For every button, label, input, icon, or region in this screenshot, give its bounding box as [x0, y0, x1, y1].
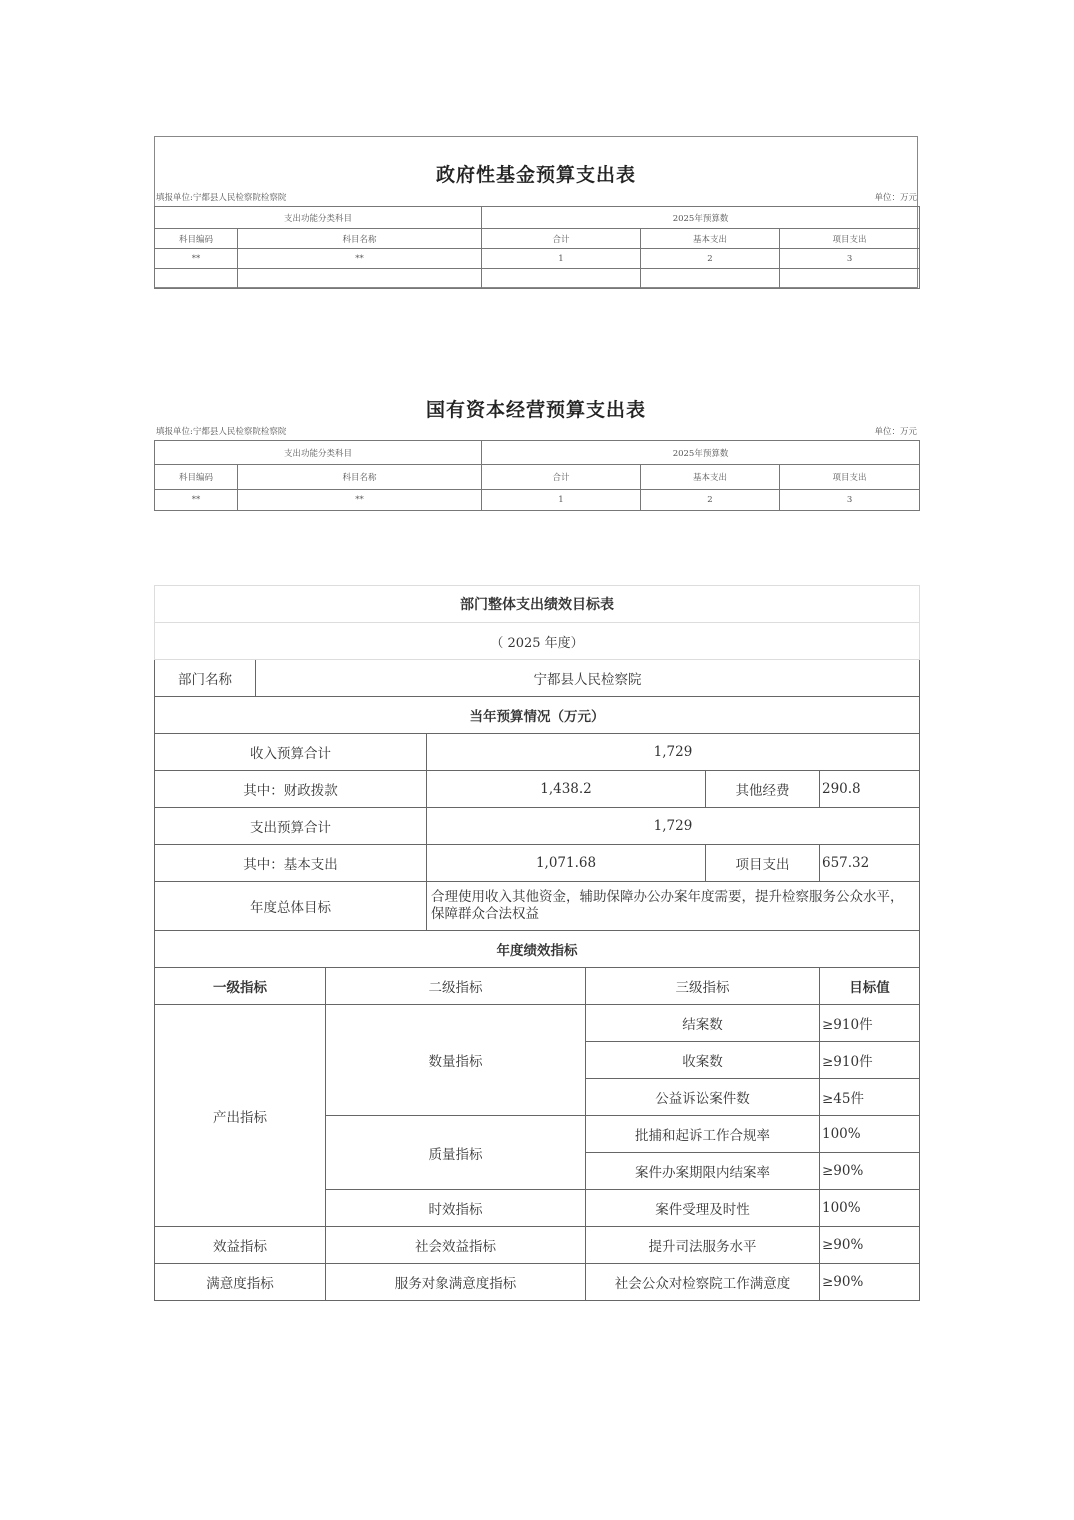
col-header-basic: 基本支出: [641, 465, 780, 490]
col-header-code: 科目编码: [155, 465, 238, 490]
performance-goal-table: [154, 585, 920, 1301]
fiscal-label: 其中：财政拨款: [155, 771, 427, 808]
target-value: ≥45件: [820, 1079, 920, 1116]
budget-section-header: 当年预算情况（万元）: [155, 697, 920, 734]
level3-indicator: 案件受理及时性: [586, 1190, 820, 1227]
target-value: ≥90%: [820, 1264, 920, 1301]
basic-expense-value: 1,071.68: [427, 845, 706, 882]
col-header-level2: 二级指标: [326, 968, 586, 1005]
gov-fund-unit-label: 单位：万元: [874, 193, 917, 203]
target-value: 100%: [820, 1116, 920, 1153]
header-group-function: 支出功能分类科目: [155, 441, 482, 465]
cell: 2: [641, 490, 780, 511]
level3-indicator: 提升司法服务水平: [586, 1227, 820, 1264]
state-capital-table-title: 国有资本经营预算支出表: [425, 399, 646, 421]
project-expense-value: 657.32: [820, 845, 920, 882]
cell: 3: [780, 249, 920, 269]
col-header-basic: 基本支出: [641, 229, 780, 249]
cell: **: [238, 249, 482, 269]
expense-total-value: 1,729: [427, 808, 920, 845]
level2-quantity: 数量指标: [326, 1005, 586, 1116]
level1-satisfaction: 满意度指标: [155, 1264, 326, 1301]
level2-social: 社会效益指标: [326, 1227, 586, 1264]
col-header-project: 项目支出: [780, 465, 920, 490]
cell: **: [155, 249, 238, 269]
other-funds-value: 290.8: [820, 771, 920, 808]
income-total-value: 1,729: [427, 734, 920, 771]
indicator-column-header-row: [155, 968, 920, 1005]
gov-fund-table: [154, 206, 920, 289]
table-header-group-row: [155, 207, 920, 229]
header-group-function: 支出功能分类科目: [155, 207, 482, 229]
expense-total-row: [155, 808, 920, 845]
level1-output: 产出指标: [155, 1005, 326, 1227]
budget-header-row: [155, 697, 920, 734]
indicator-row: [155, 1264, 920, 1301]
cell: 3: [780, 490, 920, 511]
cell: 1: [482, 249, 641, 269]
table-header-group-row: [155, 441, 920, 465]
level3-indicator: 案件办案期限内结案率: [586, 1153, 820, 1190]
dept-name-value: 宁都县人民检察院: [256, 660, 920, 697]
cell: **: [155, 490, 238, 511]
header-group-budget: 2025年预算数: [482, 207, 920, 229]
cell: [780, 269, 920, 289]
indicators-header-row: [155, 931, 920, 968]
basic-expense-row: [155, 845, 920, 882]
state-capital-table: [154, 440, 920, 511]
target-value: ≥90%: [820, 1153, 920, 1190]
table-header-row: [155, 229, 920, 249]
project-expense-label: 项目支出: [706, 845, 820, 882]
col-header-project: 项目支出: [780, 229, 920, 249]
cell: 1: [482, 490, 641, 511]
level3-indicator: 批捕和起诉工作合规率: [586, 1116, 820, 1153]
expense-total-label: 支出预算合计: [155, 808, 427, 845]
dept-name-label: 部门名称: [155, 660, 256, 697]
cell: [155, 269, 238, 289]
cell: [641, 269, 780, 289]
target-value: ≥90%: [820, 1227, 920, 1264]
level2-service: 服务对象满意度指标: [326, 1264, 586, 1301]
gov-fund-filing-unit: 填报单位:宁都县人民检察院检察院: [156, 193, 287, 203]
level1-benefit: 效益指标: [155, 1227, 326, 1264]
indicator-row: [155, 1005, 920, 1042]
level3-indicator: 社会公众对检察院工作满意度: [586, 1264, 820, 1301]
target-value: ≥910件: [820, 1005, 920, 1042]
annual-goal-text: 合理使用收入其他资金，辅助保障办公办案年度需要，提升检察服务公众水平，保障群众合法权益: [427, 882, 920, 931]
cell: 2: [641, 249, 780, 269]
cell: [238, 269, 482, 289]
col-header-name: 科目名称: [238, 229, 482, 249]
dept-row: [155, 660, 920, 697]
income-total-row: [155, 734, 920, 771]
col-header-level3: 三级指标: [586, 968, 820, 1005]
state-capital-unit-label: 单位：万元: [874, 427, 917, 437]
income-total-label: 收入预算合计: [155, 734, 427, 771]
level3-indicator: 收案数: [586, 1042, 820, 1079]
target-value: 100%: [820, 1190, 920, 1227]
year-row: [155, 623, 920, 660]
table-row: [155, 490, 920, 511]
state-capital-filing-unit: 填报单位:宁都县人民检察院检察院: [156, 427, 287, 437]
level2-quality: 质量指标: [326, 1116, 586, 1190]
table-row: [155, 249, 920, 269]
other-funds-label: 其他经费: [706, 771, 820, 808]
cell: [482, 269, 641, 289]
level3-indicator: 公益诉讼案件数: [586, 1079, 820, 1116]
basic-expense-label: 其中：基本支出: [155, 845, 427, 882]
annual-goal-label: 年度总体目标: [155, 882, 427, 931]
header-group-budget: 2025年预算数: [482, 441, 920, 465]
indicators-section-header: 年度绩效指标: [155, 931, 920, 968]
col-header-name: 科目名称: [238, 465, 482, 490]
level3-indicator: 结案数: [586, 1005, 820, 1042]
performance-year: （ 2025 年度）: [155, 623, 920, 660]
fiscal-row: [155, 771, 920, 808]
col-header-target: 目标值: [820, 968, 920, 1005]
level2-timeliness: 时效指标: [326, 1190, 586, 1227]
cell: **: [238, 490, 482, 511]
title-row: [155, 586, 920, 623]
indicator-row: [155, 1227, 920, 1264]
table-row-empty: [155, 269, 920, 289]
performance-table-title: 部门整体支出绩效目标表: [155, 586, 920, 623]
col-header-level1: 一级指标: [155, 968, 326, 1005]
table-header-row: [155, 465, 920, 490]
col-header-total: 合计: [482, 229, 641, 249]
fiscal-value: 1,438.2: [427, 771, 706, 808]
annual-goal-row: [155, 882, 920, 931]
gov-fund-table-title: 政府性基金预算支出表: [435, 164, 636, 186]
col-header-code: 科目编码: [155, 229, 238, 249]
target-value: ≥910件: [820, 1042, 920, 1079]
col-header-total: 合计: [482, 465, 641, 490]
